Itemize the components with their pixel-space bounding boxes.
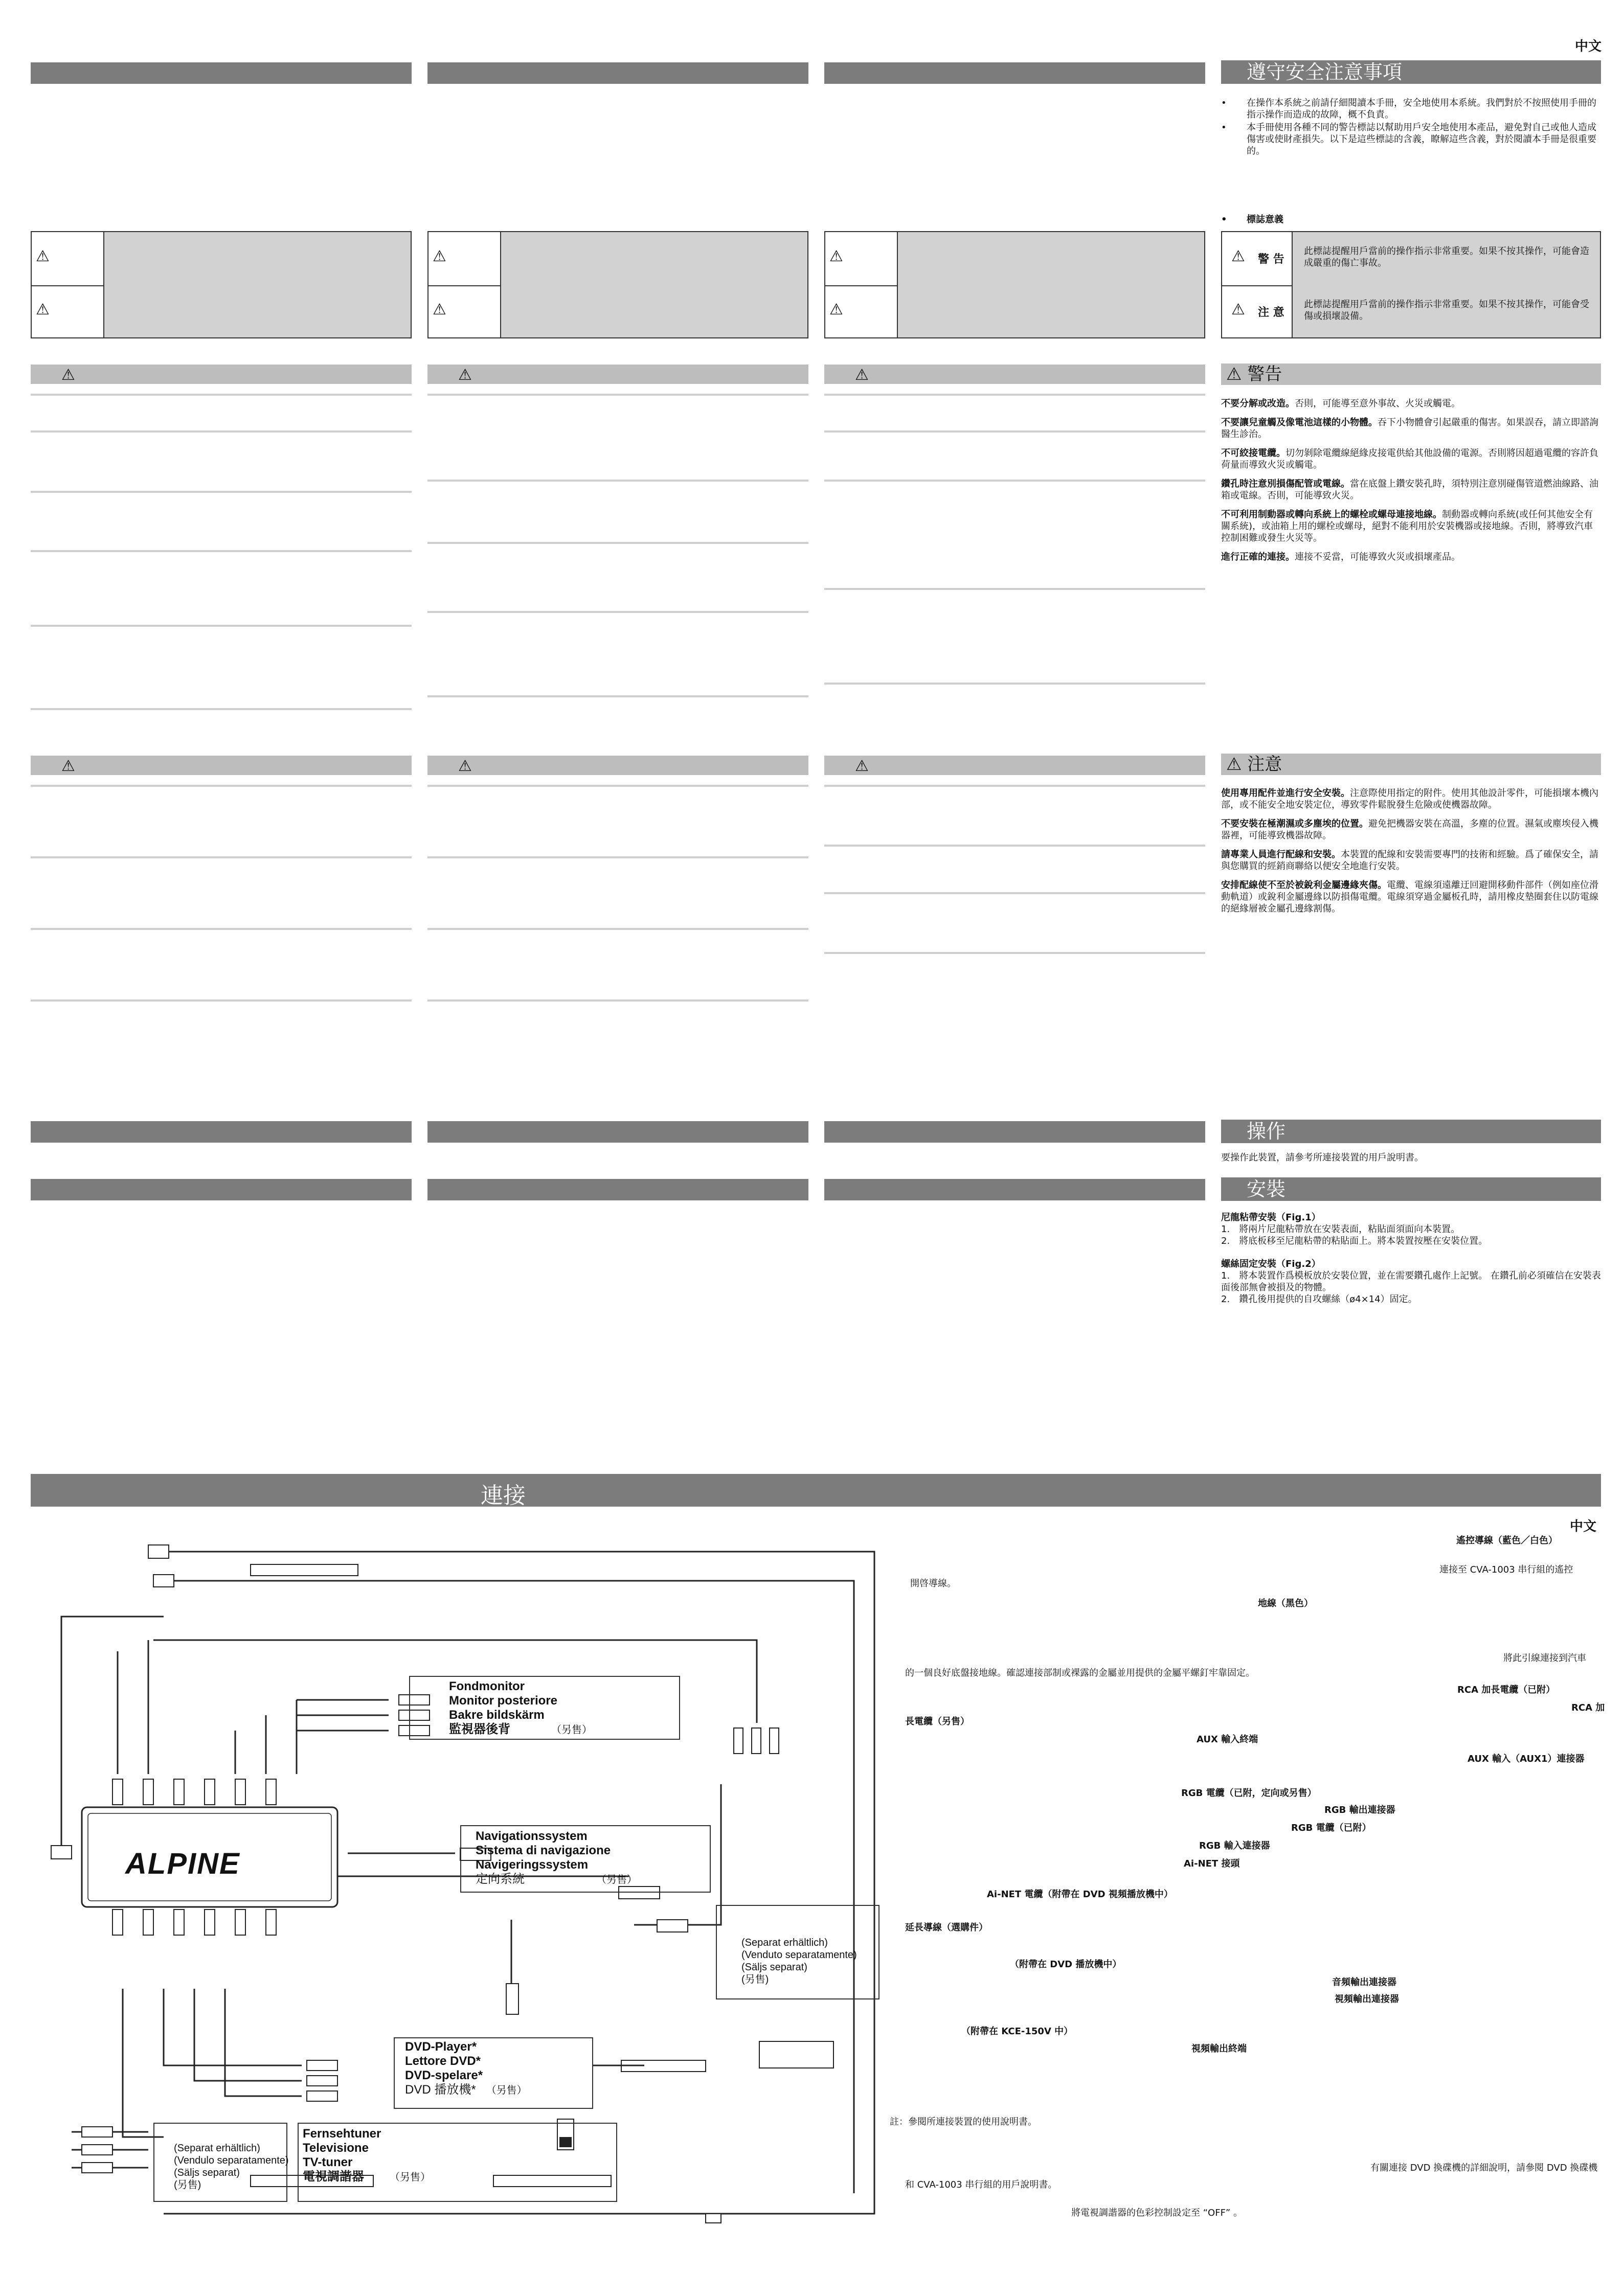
warning-item: 不可絞接電纜。切勿剝除電纜線絕緣皮接電供給其他設備的電源。否則將因超過電纜的容許負荷量而導致火災或觸電。 xyxy=(1221,448,1598,470)
caution-item: 安排配線使不至於被銳利金屬邊緣夾傷。電纜、電線須遠離迂回避開移動件部件（例如座位滑動軌道）或銳利金屬邊緣以防損傷電纜。電線須穿過金屬板孔時，請用橡皮墊圈套住以防電線的絕緣層被金屬孔邊緣割傷。 xyxy=(1221,880,1598,914)
note: RGB 電纜（已附） xyxy=(1291,1823,1371,1833)
note: 開啓導線。 xyxy=(910,1578,956,1589)
col2-operation-bar xyxy=(427,1121,808,1143)
note: RCA 加長電纜（已附） xyxy=(1457,1685,1555,1695)
safety-bullets: • 在操作本系統之前請仔細閱讀本手冊，安全地使用本系統。我們對於不按照使用手冊的指示操作而造成的故障，概不負責。 • 本手冊使用各種不同的警告標誌以幫助用戶安全地使用本產品，避免對自己或他人造成傷害或使財產損失。以下是這些標誌的含義，瞭解這些含義，對於閱讀本手冊是很重要的。 xyxy=(1221,98,1596,156)
note: Ai-NET 電纜（附帶在 DVD 視頻播放機中） xyxy=(987,1889,1173,1900)
note: （附帶在 DVD 播放機中） xyxy=(1010,1959,1122,1970)
warning-item: 進行正確的連接。連接不妥當，可能導致火災或損壞產品。 xyxy=(1221,552,1460,562)
symbols-heading: • 標誌意義 xyxy=(1221,214,1283,225)
operation-text: 要操作此裝置，請參考所連接裝置的用戶說明書。 xyxy=(1221,1152,1424,1163)
note: 音頻輸出連接器 xyxy=(1332,1977,1396,1988)
note: 遙控導線（藍色／白色） xyxy=(1456,1535,1558,1546)
warning-title: ⚠ 警告 xyxy=(1221,363,1601,385)
caution-triangle-icon: ⚠ xyxy=(829,301,843,319)
installation-text xyxy=(1221,1212,1602,1305)
note: 地線（黑色） xyxy=(1258,1598,1313,1609)
connection-title-bar xyxy=(31,1474,1601,1507)
col3-level-table xyxy=(824,231,1205,338)
caution-item: 請專業人員進行配線和安裝。本裝置的配線和安裝需要專門的技術和經驗。爲了確保安全，請與您購買的經銷商聯絡以便安全地進行安裝。 xyxy=(1221,849,1598,872)
level-table xyxy=(1221,231,1601,338)
safety-bullet: 本手冊使用各種不同的警告標誌以幫助用戶安全地使用本產品，避免對自己或他人造成傷害或使財產損失。以下是這些標誌的含義，瞭解這些含義，對於閱讀本手冊是很重要的。 xyxy=(1247,122,1596,156)
note: （附帶在 KCE-150V 中） xyxy=(961,2026,1073,2037)
separate-label: (Separat erhältlich) (Venduto separatamente) (Säljs separat) (另售) xyxy=(741,1937,857,1985)
velcro-step: 1. 將兩片尼龍粘帶放在安裝表面，粘貼面須面向本裝置。 xyxy=(1221,1224,1460,1235)
col3-warning-bar xyxy=(824,365,1205,384)
operation-title: 操作 xyxy=(1221,1120,1601,1143)
alpine-logo: ALPINE xyxy=(125,1847,240,1880)
connection-title: 連接 xyxy=(481,1483,526,1509)
col1-level-table xyxy=(31,231,412,338)
navigation-label: Navigationssystem Sistema di navigazione Navigeringssystem 定向系統 （另售） xyxy=(476,1829,637,1886)
caution-triangle-icon: ⚠ xyxy=(1231,301,1245,319)
level-name: 注 意 xyxy=(1258,306,1284,319)
col2-caution-bar xyxy=(427,756,808,775)
col3-operation-bar xyxy=(824,1121,1205,1143)
warning-item: 鑽孔時注意別損傷配管或電線。當在底盤上鑽安裝孔時，須特別注意別碰傷管道燃油線路、油箱或電線。否則，可能導致火災。 xyxy=(1221,479,1598,501)
note: 有關連接 DVD 換碟機的詳細說明，請參閱 DVD 換碟機 xyxy=(1370,2163,1598,2173)
warning-triangle-icon: ⚠ xyxy=(1231,247,1245,265)
col2-header-bar xyxy=(427,62,808,84)
warning-item: 不可利用制動器或轉向系統上的螺栓或螺母連接地線。制動器或轉向系統(或任何其他安全有關系統)，或油箱上用的螺栓或螺母，絕對不能利用於安裝機器或接地線。否則，將導致汽車控制困難或發生火災等。 xyxy=(1221,509,1593,543)
warning-item: 不要分解或改造。否則，可能導至意外事故、火災或觸電。 xyxy=(1221,398,1460,409)
col1-caution-bar xyxy=(31,756,412,775)
note: RGB 輸出連接器 xyxy=(1324,1805,1395,1815)
note: AUX 輸入（AUX1）連接器 xyxy=(1468,1754,1585,1764)
level-name: 警 告 xyxy=(1258,253,1284,266)
col3-installation-bar xyxy=(824,1179,1205,1200)
note: AUX 輸入終端 xyxy=(1197,1734,1258,1745)
note: Ai-NET 接頭 xyxy=(1184,1858,1240,1869)
installation-title: 安裝 xyxy=(1221,1177,1601,1201)
caution-list xyxy=(1221,787,1602,922)
note: 的一個良好底盤接地線。確認連接部制或裸露的金屬並用提供的金屬平螺釘牢靠固定。 xyxy=(905,1668,1255,1678)
warning-item: 不要讓兒童觸及像電池這樣的小物體。吞下小物體會引起嚴重的傷害。如果誤吞，請立即諮詢醫生診治。 xyxy=(1221,417,1598,440)
col3-header-bar xyxy=(824,62,1205,84)
warning-triangle-icon: ⚠ xyxy=(61,366,75,384)
caution-triangle-icon: ⚠ xyxy=(433,301,446,319)
warning-triangle-icon: ⚠ xyxy=(458,366,472,384)
screw-heading: 螺絲固定安裝（Fig.2） xyxy=(1221,1259,1321,1269)
note: 視頻輸出終端 xyxy=(1191,2043,1247,2054)
note: 長電纜（另售） xyxy=(905,1716,969,1727)
connection-language-tag: 中文 xyxy=(1570,1519,1597,1534)
screw-step: 1. 將本裝置作爲模板放於安裝位置，並在需要鑽孔處作上記號。 在鑽孔前必須確信在安裝表面後部無會被損及的物體。 xyxy=(1221,1270,1601,1293)
dvd-label: DVD-Player* Lettore DVD* DVD-spelare* DVD 播放機* （另售） xyxy=(405,2040,527,2097)
col1-header-bar xyxy=(31,62,412,84)
camera-separate-label: (Separat erhältlich) (Vendulo separatamente) (Säljs separat) (另售) xyxy=(174,2143,289,2191)
note: RGB 輸入連接器 xyxy=(1199,1840,1270,1851)
note: 連接至 CVA-1003 串行組的遙控 xyxy=(1439,1564,1573,1575)
note: 視頻輸出連接器 xyxy=(1335,1994,1399,2005)
velcro-step: 2. 將底板移至尼龍粘帶的粘貼面上。將本裝置按壓在安裝位置。 xyxy=(1221,1236,1488,1246)
note: RCA 加 xyxy=(1571,1702,1605,1713)
note: RGB 電纜（已附，定向或另售） xyxy=(1181,1788,1317,1799)
warning-triangle-icon: ⚠ xyxy=(433,247,446,265)
note: 將此引線連接到汽車 xyxy=(1503,1653,1586,1664)
caution-title: ⚠ 注意 xyxy=(1221,754,1601,775)
screw-step: 2. 鑽孔後用提供的自攻螺絲（ø4×14）固定。 xyxy=(1221,1294,1417,1305)
note: 和 CVA-1003 串行組的用戶說明書。 xyxy=(905,2179,1057,2190)
col1-installation-bar xyxy=(31,1179,412,1200)
col2-warning-bar xyxy=(427,365,808,384)
note: 註：參閱所連接裝置的使用說明書。 xyxy=(890,2117,1037,2127)
tv-tuner-label: Fernsehtuner Televisione TV-tuner 電視調諧器 （另售） xyxy=(303,2127,431,2184)
col2-installation-bar xyxy=(427,1179,808,1200)
col2-level-table xyxy=(427,231,808,338)
velcro-heading: 尼龍粘帶安裝（Fig.1） xyxy=(1221,1212,1321,1223)
safety-bullet: 在操作本系統之前請仔細閱讀本手冊，安全地使用本系統。我們對於不按照使用手冊的指示操作而造成的故障，概不負責。 xyxy=(1247,98,1596,120)
col1-operation-bar xyxy=(31,1121,412,1143)
caution-triangle-icon: ⚠ xyxy=(855,757,869,775)
warning-triangle-icon: ⚠ xyxy=(36,247,50,265)
warning-triangle-icon: ⚠ xyxy=(829,247,843,265)
caution-triangle-icon: ⚠ xyxy=(61,757,75,775)
note: 將電視調諧器的色彩控制設定至 “OFF” 。 xyxy=(1071,2208,1243,2218)
rear-monitor-label: Fondmonitor Monitor posteriore Bakre bildskärm 監視器後背 （另售） xyxy=(449,1679,592,1736)
caution-item: 不要安裝在極潮濕或多塵埃的位置。避免把機器安裝在高溫，多塵的位置。濕氣或塵埃侵入機器裡，可能導致機器故障。 xyxy=(1221,819,1598,841)
safety-title: 遵守安全注意事項 xyxy=(1221,60,1601,84)
warning-list xyxy=(1221,398,1602,570)
caution-triangle-icon: ⚠ xyxy=(36,301,50,319)
note: 延長導線（選購件） xyxy=(905,1922,988,1933)
col3-caution-bar xyxy=(824,756,1205,775)
language-tag: 中文 xyxy=(1575,39,1602,54)
caution-triangle-icon: ⚠ xyxy=(458,757,472,775)
col1-warning-bar xyxy=(31,365,412,384)
level-text: 此標誌提醒用戶當前的操作指示非常重要。如果不按其操作，可能會造成嚴重的傷亡事故。 xyxy=(1304,246,1589,268)
level-text: 此標誌提醒用戶當前的操作指示非常重要。如果不按其操作，可能會受傷或損壞設備。 xyxy=(1304,299,1589,322)
caution-item: 使用專用配件並進行安全安裝。注意際使用指定的附件。使用其他設計零件，可能損壞本機內部，或不能安全地安裝定位，導致零件鬆脫發生危險或使機器故障。 xyxy=(1221,788,1598,810)
warning-triangle-icon: ⚠ xyxy=(855,366,869,384)
